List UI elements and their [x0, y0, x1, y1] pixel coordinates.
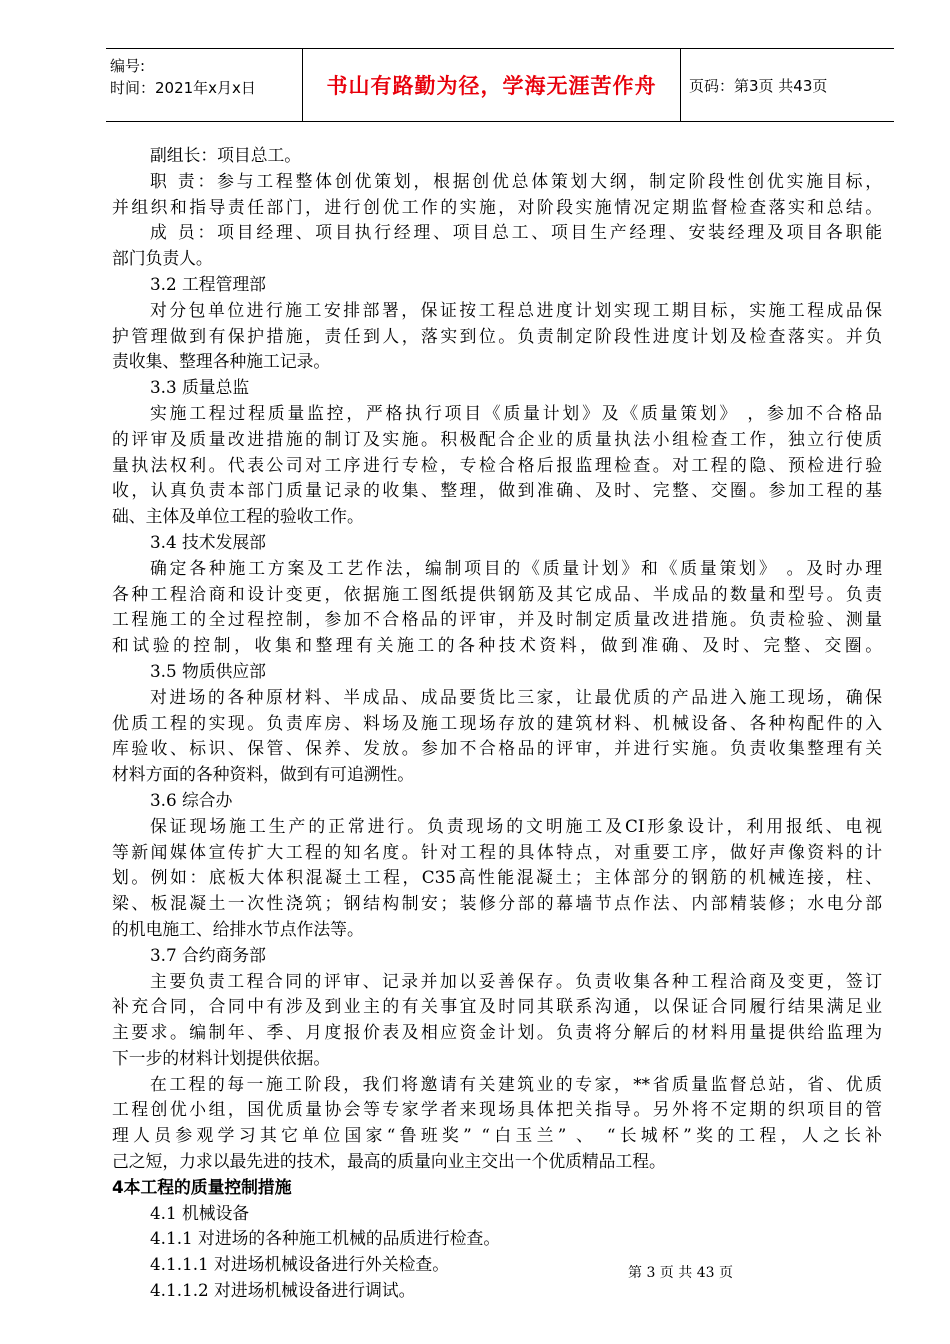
body-line: 优质工程的实现。负责库房、料场及施工现场存放的建筑材料、机械设备、各种构配件的入 [112, 712, 882, 733]
header-motto-cell [303, 49, 681, 121]
body-line: 对进场的各种原材料、半成品、成品要货比三家，让最优质的产品进入施工现场，确保 [150, 686, 882, 707]
body-line: 等新闻媒体宣传扩大工程的知名度。针对工程的具体特点，对重要工序，做好声像资料的计 [112, 841, 882, 862]
subsection-heading: 4.1.1.1 对进场机械设备进行外关检查。 [150, 1254, 449, 1275]
page-footer: 第 3 页 共 43 页 [628, 1265, 733, 1281]
body-line: 部门负责人。 [112, 248, 213, 269]
body-line: 梁、板混凝土一次性浇筑；钢结构制安；装修分部的幕墙节点作法、内部精装修；水电分部 [112, 893, 882, 914]
body-line: 职 责：参与工程整体创优策划，根据创优总体策划大纲，制定阶段性创优实施目标， [150, 170, 882, 191]
body-line: 库验收、标识、保管、保养、发放。参加不合格品的评审，并进行实施。负责收集整理有关 [112, 738, 882, 759]
body-line: 量执法权利。代表公司对工序进行专检，专检合格后报监理检查。对工程的隐、预检进行验 [112, 454, 882, 475]
body-line: 和试验的控制，收集和整理有关施工的各种技术资料，做到准确、及时、完整、交圈。 [112, 635, 882, 656]
body-line: 并组织和指导责任部门，进行创优工作的实施，对阶段实施情况定期监督检查落实和总结。 [112, 196, 882, 217]
section-heading: 3.3 质量总监 [150, 377, 250, 398]
section-heading: 3.7 合约商务部 [150, 944, 266, 965]
page-header [106, 48, 894, 122]
body-line: 成 员：项目经理、项目执行经理、项目总工、项目生产经理、安装经理及项目各职能 [150, 222, 882, 243]
body-line: 工程施工的全过程控制，参加不合格品的评审，并及时制定质量改进措施。负责检验、测量 [112, 609, 882, 630]
body-line: 在工程的每一施工阶段，我们将邀请有关建筑业的专家，**省质量监督总站，省、优质 [150, 1073, 882, 1094]
header-page-cell [681, 49, 894, 121]
body-line: 划。例如：底板大体积混凝土工程，C35高性能混凝土；主体部分的钢筋的机械连接，柱、 [112, 867, 882, 888]
header-meta [106, 49, 303, 121]
document-number-label: 编号: [110, 57, 146, 75]
body-line: 副组长：项目总工。 [150, 145, 302, 165]
body-line: 收，认真负责本部门质量记录的收集、整理，做到准确、及时、完整、交圈。参加工程的基 [112, 480, 882, 501]
body-line: 工程创优小组，国优质量协会等专家学者来现场具体把关指导。另外将不定期的织项目的管 [112, 1099, 882, 1120]
document-time: 时间：2021年x月x日 [110, 79, 256, 97]
body-line: 己之短，力求以最先进的技术，最高的质量向业主交出一个优质精品工程。 [112, 1151, 666, 1172]
body-line: 补充合同，合同中有涉及到业主的有关事宜及时同其联系沟通，以保证合同履行结果满足业 [112, 996, 882, 1017]
body-line: 责收集、整理各种施工记录。 [112, 351, 331, 372]
header-page-info: 页码：第3页 共43页 [689, 76, 828, 95]
section-heading: 4.1 机械设备 [150, 1202, 250, 1223]
subsection-heading: 4.1.1.2 对进场机械设备进行调试。 [150, 1280, 416, 1301]
body-line: 材料方面的各种资料，做到有可追溯性。 [112, 764, 415, 785]
body-line: 保证现场施工生产的正常进行。负责现场的文明施工及CI形象设计，利用报纸、电视 [150, 815, 882, 836]
body-line: 主要负责工程合同的评审、记录并加以妥善保存。负责收集各种工程洽商及变更，签订 [150, 970, 882, 991]
body-line: 主要求。编制年、季、月度报价表及相应资金计划。负责将分解后的材料用量提供给监理为 [112, 1022, 882, 1043]
body-line: 确定各种施工方案及工艺作法，编制项目的《质量计划》和《质量策划》 。及时办理 [150, 557, 882, 578]
chapter-heading: 4本工程的质量控制措施 [112, 1176, 292, 1197]
body-line: 下一步的材料计划提供依据。 [112, 1047, 331, 1068]
section-heading: 3.4 技术发展部 [150, 531, 266, 552]
section-heading: 3.6 综合办 [150, 789, 233, 810]
body-line: 对分包单位进行施工安排部署，保证按工程总进度计划实现工期目标，实施工程成品保 [150, 299, 882, 320]
body-line: 实施工程过程质量监控，严格执行项目《质量计划》及《质量策划》 ，参加不合格品 [150, 402, 882, 423]
body-line: 的评审及质量改进措施的制订及实施。积极配合企业的质量执法小组检查工作，独立行使质 [112, 428, 882, 449]
header-motto: 书山有路勤为径，学海无涯苦作舟 [326, 74, 657, 98]
body-line: 理人员参观学习其它单位国家“鲁班奖” “白玉兰” 、 “长城杯”奖的工程，人之长补 [112, 1125, 882, 1146]
section-heading: 3.2 工程管理部 [150, 273, 266, 294]
subsection-heading: 4.1.1 对进场的各种施工机械的品质进行检查。 [150, 1228, 501, 1249]
section-heading: 3.5 物质供应部 [150, 660, 266, 681]
document-body [112, 143, 882, 1304]
body-line: 各种工程洽商和设计变更，依据施工图纸提供钢筋及其它成品、半成品的数量和型号。负责 [112, 583, 882, 604]
body-line: 护管理做到有保护措施，责任到人，落实到位。负责制定阶段性进度计划及检查落实。并负 [112, 325, 882, 346]
body-line: 础、主体及单位工程的验收工作。 [112, 506, 364, 527]
body-line: 的机电施工、给排水节点作法等。 [112, 918, 364, 939]
